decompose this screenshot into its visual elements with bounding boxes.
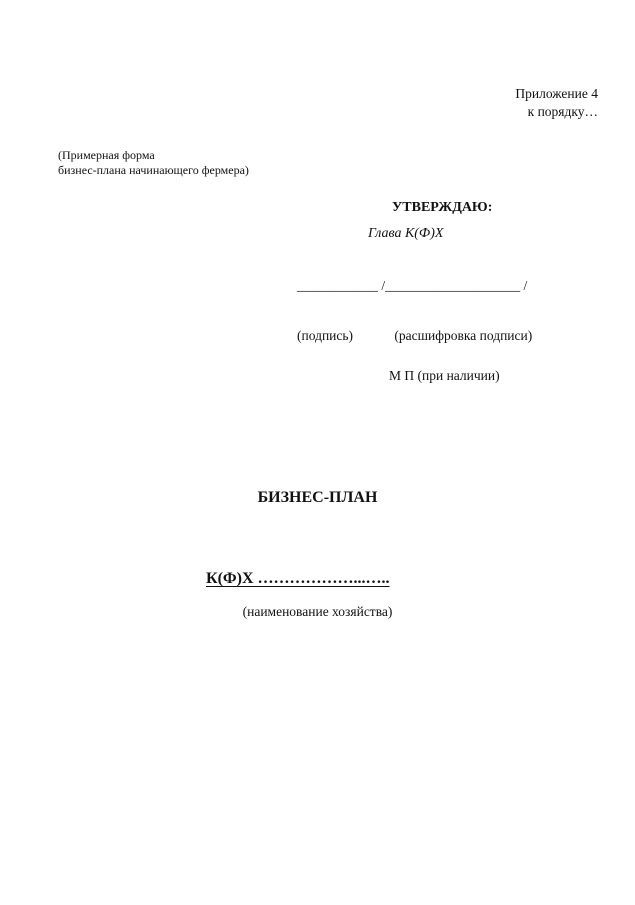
appendix-number: Приложение 4 <box>515 86 598 101</box>
appendix-order-reference: к порядку… <box>527 104 598 119</box>
appendix-reference <box>515 85 598 121</box>
signature-blank-line: ____________ /____________________ / <box>297 278 528 293</box>
approver-position: Глава К(Ф)Х <box>368 226 444 241</box>
farm-name-field: К(Ф)Х ………………...….. <box>206 570 390 587</box>
document-title: БИЗНЕС-ПЛАН <box>257 489 378 506</box>
stamp-placeholder: М П (при наличии) <box>389 368 500 383</box>
farm-name-caption: (наименование хозяйства) <box>242 604 393 619</box>
form-note-line-2: бизнес-плана начинающего фермера) <box>58 163 249 177</box>
form-note-line-1: (Примерная форма <box>58 148 155 162</box>
signature-label: (подпись) <box>297 328 354 343</box>
signature-decoding-label: (расшифровка подписи) <box>394 328 533 343</box>
signature-labels <box>297 328 532 344</box>
approval-heading: УТВЕРЖДАЮ: <box>392 200 493 215</box>
form-note <box>58 148 249 178</box>
